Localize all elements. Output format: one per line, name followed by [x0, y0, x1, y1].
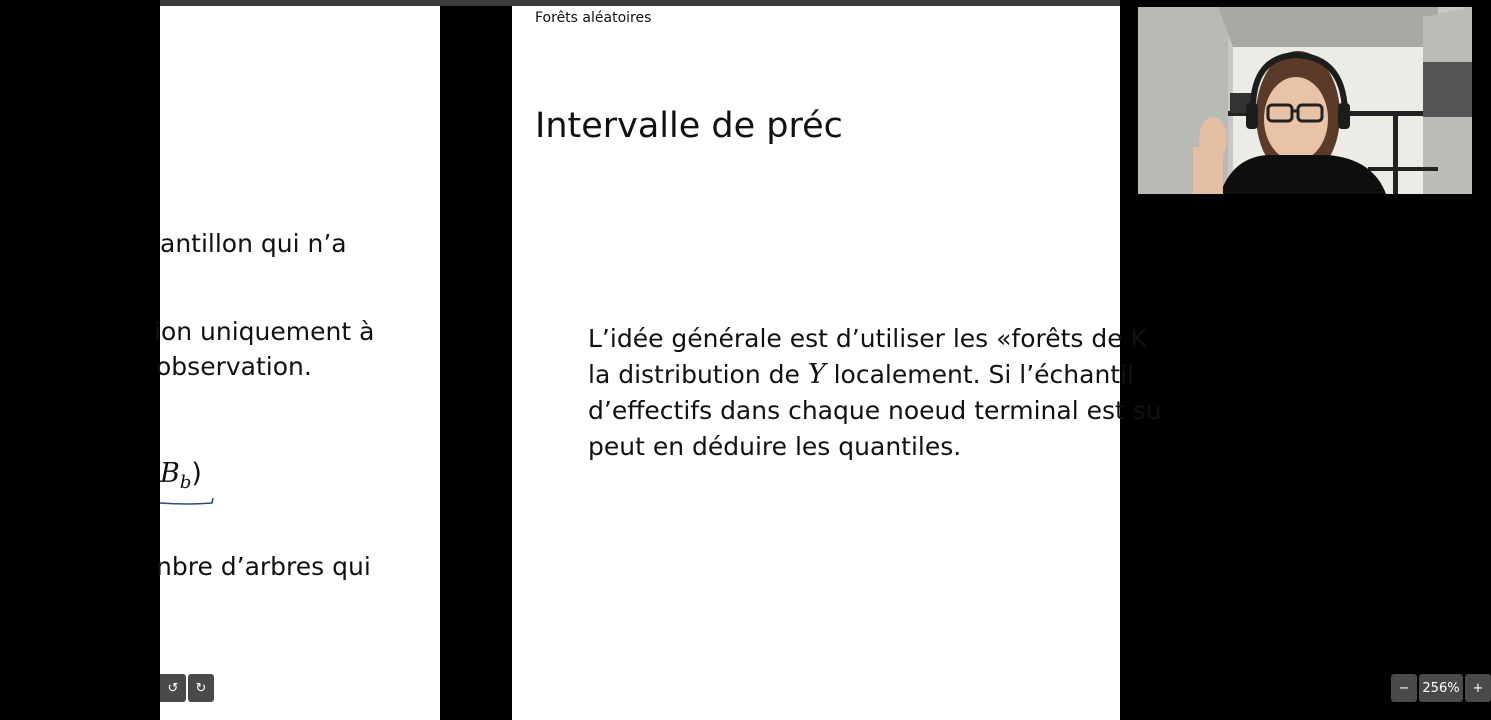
left-text-line-4: nbre d’arbres qui	[156, 552, 371, 581]
paragraph-line-1: L’idée générale est d’utiliser les «forêts de K	[588, 324, 1147, 353]
left-text-line-3: observation.	[156, 352, 312, 381]
zoom-controls	[1391, 674, 1491, 702]
pdf-viewer[interactable]	[154, 6, 1484, 720]
paragraph-line-2-end: localement. Si l’échantil	[825, 360, 1134, 389]
pdf-page-right[interactable]	[512, 6, 1484, 720]
paragraph-line-2-start: la distribution de	[588, 360, 808, 389]
slide-body-paragraph	[588, 321, 1162, 465]
left-math-formula	[160, 456, 202, 500]
left-text-line-2: ion uniquement à	[154, 317, 375, 346]
math-close-paren: )	[191, 458, 202, 489]
paragraph-line-3: d’effectifs dans chaque noeud terminal est su	[588, 396, 1162, 425]
rotate-ccw-icon: ↺	[167, 680, 179, 696]
math-symbol-b: B	[160, 458, 180, 489]
slide-title: Intervalle de préc	[535, 106, 843, 146]
minus-icon: −	[1398, 680, 1410, 696]
rotate-controls	[160, 674, 214, 702]
zoom-level-label: 256%	[1422, 680, 1460, 696]
math-subscript-b: b	[179, 472, 192, 493]
ink-underline-annotation	[160, 496, 216, 508]
rotate-cw-button[interactable]	[188, 674, 214, 702]
pdf-page-left[interactable]	[154, 6, 440, 720]
rotate-cw-icon: ↻	[195, 680, 207, 696]
math-variable-y: Y	[807, 359, 826, 390]
webcam-video-frame	[1138, 7, 1472, 194]
paragraph-line-4: peut en déduire les quantiles.	[588, 432, 962, 461]
zoom-level-display[interactable]	[1419, 674, 1463, 702]
plus-icon: +	[1472, 680, 1484, 696]
zoom-in-button[interactable]	[1465, 674, 1491, 702]
running-head: Forêts aléatoires	[535, 10, 652, 26]
left-text-line-1: antillon qui n’a	[160, 229, 347, 258]
zoom-out-button[interactable]	[1391, 674, 1417, 702]
webcam-overlay	[1138, 7, 1472, 194]
rotate-ccw-button[interactable]	[160, 674, 186, 702]
paragraph-line-2	[588, 357, 1162, 393]
